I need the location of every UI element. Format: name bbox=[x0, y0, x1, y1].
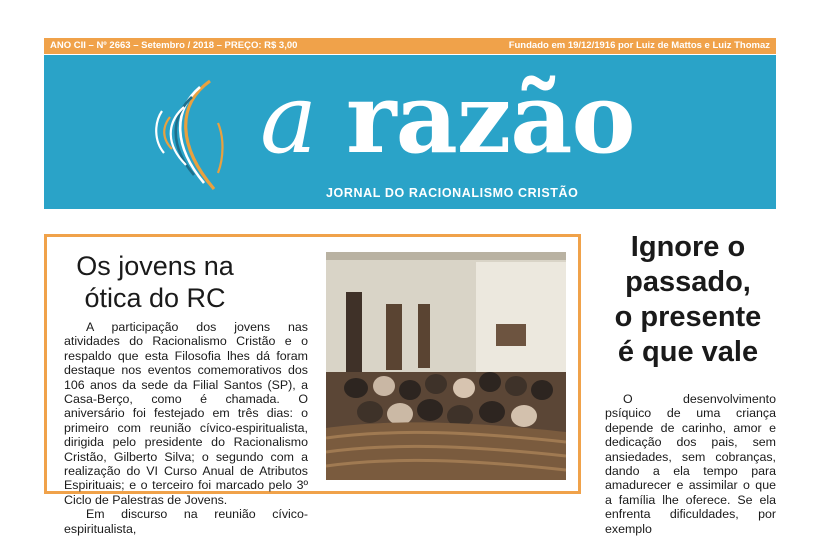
issue-info-bar bbox=[44, 38, 776, 54]
issue-details: ANO CII – Nº 2663 – Setembro / 2018 – PREÇO: R$ 3,00 bbox=[50, 40, 298, 51]
feature-paragraph: Em discurso na reunião cívico-espiritualista, bbox=[64, 507, 308, 536]
sidebar-article-body bbox=[605, 392, 776, 536]
event-photo bbox=[326, 252, 566, 480]
feature-headline[interactable] bbox=[60, 250, 250, 314]
masthead-subtitle: JORNAL DO RACIONALISMO CRISTÃO bbox=[326, 186, 579, 200]
masthead-title: razão bbox=[346, 62, 635, 175]
sidebar-headline-line4: é que vale bbox=[617, 336, 759, 368]
swirl-logo-icon bbox=[148, 77, 230, 195]
feature-headline-line2: ótica do RC bbox=[84, 283, 226, 313]
sidebar-headline[interactable] bbox=[597, 230, 779, 370]
feature-article-body bbox=[64, 320, 308, 536]
sidebar-headline-line3: o presente bbox=[614, 301, 762, 333]
feature-paragraph: A participação dos jovens nas atividades do Racionalismo Cristão e o respaldo que esta Filosofia lhes dá foram destaque nos eventos comemorativos dos 106 anos da sede da Filial Santos (SP), a Casa-Berço, como é chamada. O aniversário foi festejado em três dias: o primeiro com reunião cívico-espiritualista, dirigida pelo presidente do Racionalismo Cristão, Gilberto Silva; o segundo com a realização do VI Curso Anual de Atributos Espirituais; e o terceiro foi marcado pelo 3º Ciclo de Palestras de Jovens. bbox=[64, 320, 308, 507]
auditorium-photo-illustration bbox=[326, 252, 566, 480]
sidebar-headline-line1: Ignore o bbox=[630, 231, 746, 263]
founding-info: Fundado em 19/12/1916 por Luiz de Mattos e Luiz Thomaz bbox=[508, 40, 770, 51]
sidebar-paragraph: O desenvolvimento psíquico de uma criança depende de carinho, amor e dedicação dos pais, sem ansiedades, sem cobranças, dando a ela tempo para amadurecer e assimilar o que a família lhe oferece. Se ela enfrenta dificuldades, por exemplo bbox=[605, 392, 776, 536]
masthead bbox=[44, 55, 776, 209]
masthead-title-a: a bbox=[260, 63, 318, 175]
feature-headline-line1: Os jovens na bbox=[76, 251, 234, 281]
sidebar-headline-line2: passado, bbox=[625, 266, 751, 298]
